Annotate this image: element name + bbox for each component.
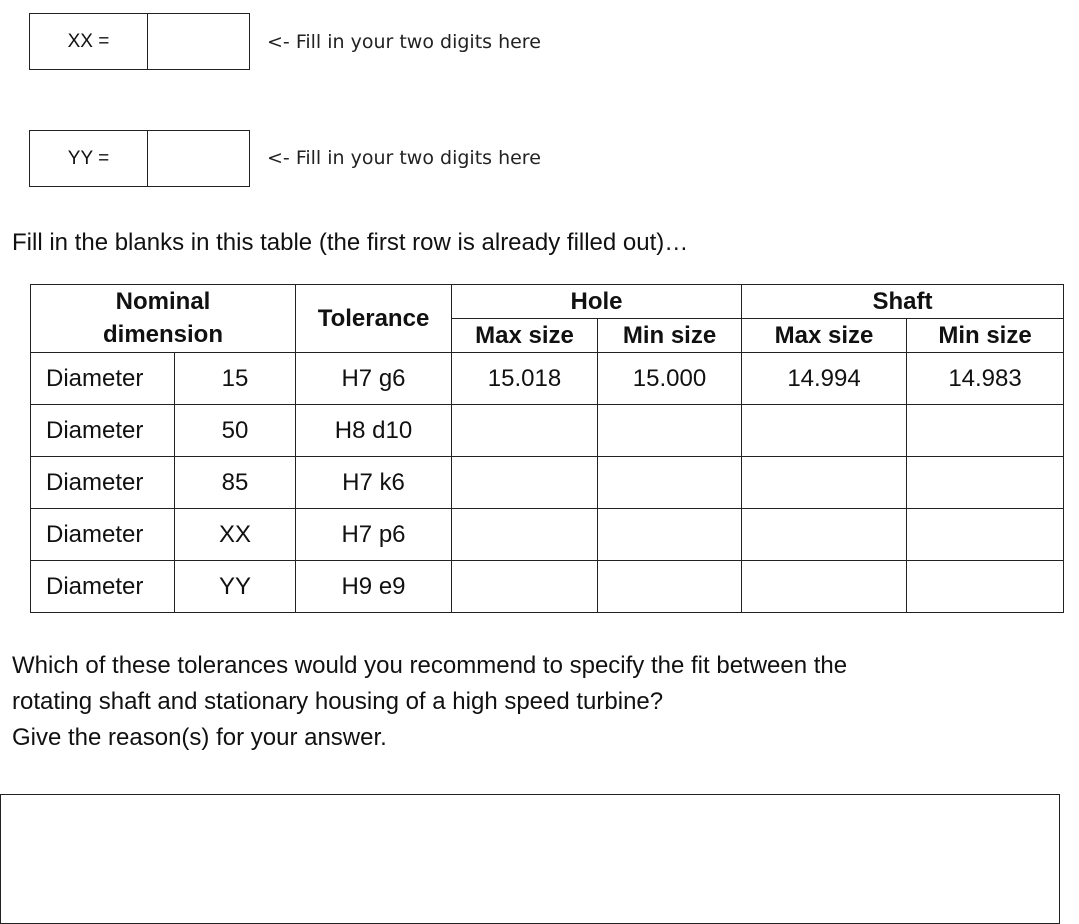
cell-shaft-max[interactable]	[742, 561, 907, 613]
header-hole-min: Min size	[598, 319, 742, 353]
cell-shaft-max[interactable]	[742, 509, 907, 561]
xx-label: XX =	[30, 14, 148, 69]
cell-dimension: 85	[175, 457, 296, 509]
cell-shaft-min[interactable]	[907, 509, 1064, 561]
answer-box[interactable]	[0, 794, 1060, 924]
question-line-3: Give the reason(s) for your answer.	[12, 724, 387, 751]
cell-tolerance: H8 d10	[296, 405, 452, 457]
header-shaft-min: Min size	[907, 319, 1064, 353]
cell-shaft-max[interactable]	[742, 457, 907, 509]
header-tolerance: Tolerance	[296, 285, 452, 353]
header-hole-max: Max size	[452, 319, 598, 353]
tolerance-table	[30, 284, 1064, 613]
cell-type: Diameter	[31, 561, 175, 613]
header-hole: Hole	[452, 285, 742, 319]
cell-hole-min: 15.000	[598, 353, 742, 405]
yy-hint: <- Fill in your two digits here	[267, 147, 541, 169]
cell-tolerance: H7 g6	[296, 353, 452, 405]
cell-type: Diameter	[31, 405, 175, 457]
header-shaft-max: Max size	[742, 319, 907, 353]
xx-hint: <- Fill in your two digits here	[267, 31, 541, 53]
cell-tolerance: H7 p6	[296, 509, 452, 561]
yy-field	[29, 130, 250, 187]
header-nominal-dimension	[31, 285, 296, 353]
table-instruction: Fill in the blanks in this table (the first row is already filled out)…	[12, 229, 689, 256]
cell-dimension: YY	[175, 561, 296, 613]
cell-hole-min[interactable]	[598, 509, 742, 561]
cell-shaft-max[interactable]	[742, 405, 907, 457]
cell-hole-min[interactable]	[598, 561, 742, 613]
cell-tolerance: H9 e9	[296, 561, 452, 613]
cell-type: Diameter	[31, 353, 175, 405]
question-line-2: rotating shaft and stationary housing of a high speed turbine?	[12, 688, 664, 715]
cell-dimension: 50	[175, 405, 296, 457]
cell-shaft-max: 14.994	[742, 353, 907, 405]
header-nominal-text: Nominal dimension	[102, 288, 223, 348]
cell-hole-max[interactable]	[452, 509, 598, 561]
cell-shaft-min[interactable]	[907, 561, 1064, 613]
cell-shaft-min[interactable]	[907, 405, 1064, 457]
yy-input[interactable]	[148, 131, 249, 186]
header-shaft: Shaft	[742, 285, 1064, 319]
table-row	[31, 405, 1064, 457]
cell-hole-max[interactable]	[452, 405, 598, 457]
cell-tolerance: H7 k6	[296, 457, 452, 509]
question-line-1: Which of these tolerances would you recommend to specify the fit between the	[12, 652, 848, 679]
table-row	[31, 353, 1064, 405]
cell-hole-max: 15.018	[452, 353, 598, 405]
xx-input[interactable]	[148, 14, 249, 69]
cell-hole-min[interactable]	[598, 405, 742, 457]
cell-type: Diameter	[31, 509, 175, 561]
table-row	[31, 509, 1064, 561]
yy-label: YY =	[30, 131, 148, 186]
cell-dimension: 15	[175, 353, 296, 405]
cell-shaft-min: 14.983	[907, 353, 1064, 405]
cell-type: Diameter	[31, 457, 175, 509]
cell-hole-min[interactable]	[598, 457, 742, 509]
xx-field	[29, 13, 250, 70]
cell-shaft-min[interactable]	[907, 457, 1064, 509]
table-row	[31, 457, 1064, 509]
cell-hole-max[interactable]	[452, 561, 598, 613]
table-row	[31, 561, 1064, 613]
cell-dimension: XX	[175, 509, 296, 561]
cell-hole-max[interactable]	[452, 457, 598, 509]
